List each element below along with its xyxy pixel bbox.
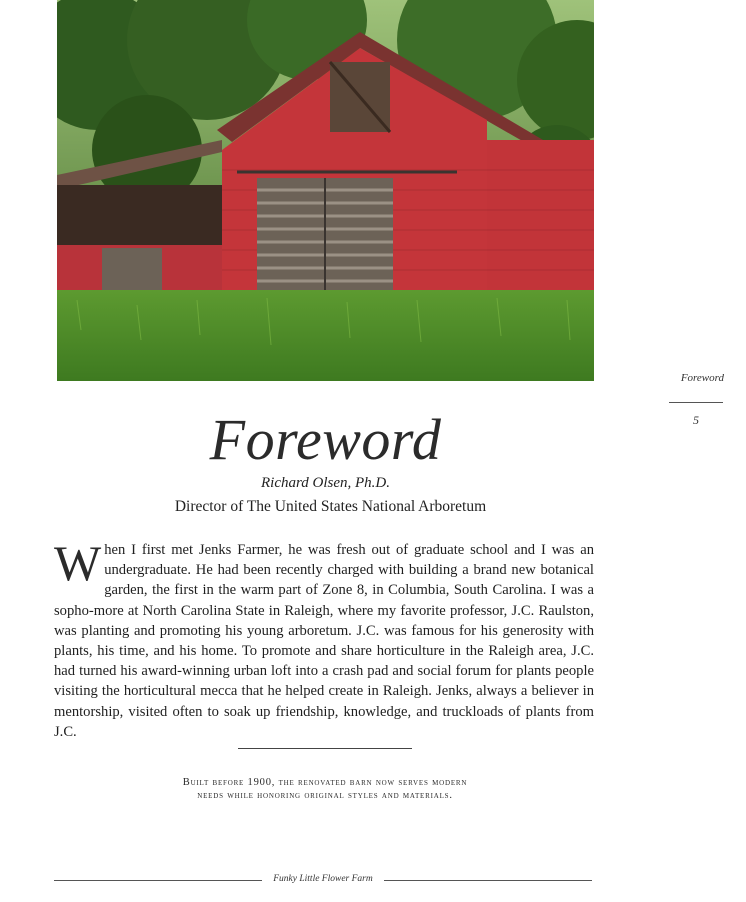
caption-line-1: Built before 1900, the renovated barn now serves modern (182, 777, 468, 788)
margin-rule (669, 402, 723, 403)
photo-caption (150, 776, 500, 802)
body-paragraph (54, 535, 594, 742)
body-text: hen I first met Jenks Farmer, he was fresh out of graduate school and I was an undergraduate. He had been recently charged with building a brand new botanical garden, the first in the warm part of Zone 8, in Columbia, South Carolina. I was a sopho-more at North Carolina State in Raleigh, where my favorite professor, J.C. Raulston, was planting and promoting his young arboretum. J.C. was famous for his generosity with plants, his time, and his home. To promote and share horticulture in the Raleigh area, J.C. had turned his award-winning urban loft into a crash pad and social forum for plants people visiting the horticultural mecca that he helped create in Raleigh. Jenks, always a believer in mentorship, visited often to soak up friendship, knowledge, and truckloads of plants from J.C. (54, 542, 594, 740)
margin-section-label: Foreword (680, 372, 724, 384)
drop-cap: W (54, 535, 102, 591)
footer-rule-left (54, 880, 262, 881)
barn-photo (57, 0, 594, 381)
page-number: 5 (693, 413, 699, 427)
footer-rule-right (384, 880, 592, 881)
author-role: Director of The United States National Arboretum (174, 498, 487, 515)
section-divider (238, 748, 412, 749)
chapter-title: Foreword (209, 407, 442, 472)
author-name: Richard Olsen, Ph.D. (260, 475, 390, 491)
footer-book-title: Funky Little Flower Farm (273, 874, 373, 884)
caption-line-2: needs while honoring original styles and materials. (197, 790, 453, 801)
